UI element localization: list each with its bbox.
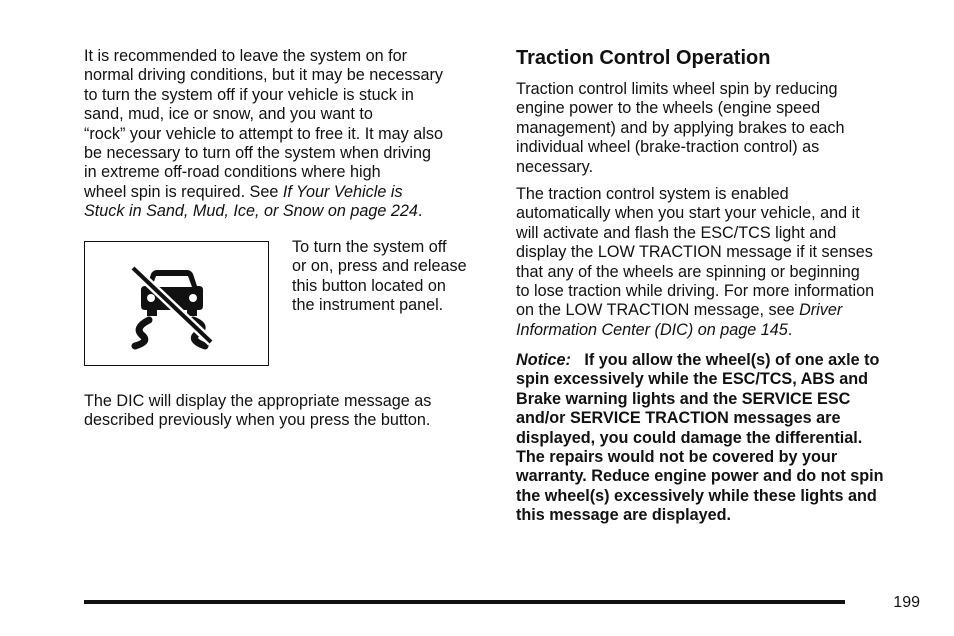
text-line: and/or SERVICE TRACTION messages are bbox=[516, 409, 841, 428]
text-line: sand, mud, ice or snow, and you want to bbox=[84, 105, 373, 124]
text-fragment: If you allow the wheel(s) of one axle to bbox=[584, 351, 880, 369]
traction-button-illustration bbox=[84, 241, 269, 366]
text-line: necessary. bbox=[516, 157, 594, 176]
text-fragment: . bbox=[787, 320, 793, 339]
text-line: engine power to the wheels (engine speed bbox=[516, 99, 821, 118]
text-line: warranty. Reduce engine power and do not spin bbox=[516, 467, 884, 486]
text-line: To turn the system off bbox=[292, 238, 447, 256]
text-line: automatically when you start your vehicle, and it bbox=[516, 204, 860, 223]
traction-paragraph-2 bbox=[516, 185, 921, 340]
text-line bbox=[516, 301, 921, 320]
text-line: displayed, you could damage the differential. bbox=[516, 428, 863, 447]
text-line: to turn the system off if your vehicle is stuck in bbox=[84, 85, 414, 104]
text-line: will activate and flash the ESC/TCS light and bbox=[516, 223, 837, 242]
traction-paragraph-1 bbox=[516, 80, 921, 177]
text-fragment: wheel spin is required. See bbox=[84, 182, 283, 201]
intro-paragraph bbox=[84, 47, 494, 222]
text-line: or on, press and release bbox=[292, 257, 467, 276]
text-line bbox=[516, 321, 921, 340]
text-line bbox=[516, 351, 921, 370]
text-line: described previously when you press the button. bbox=[84, 411, 431, 430]
text-line: this button located on bbox=[292, 276, 446, 295]
cross-reference-link[interactable]: If Your Vehicle is bbox=[282, 182, 403, 201]
cross-reference-link[interactable]: Driver bbox=[799, 301, 843, 320]
text-fragment: on the LOW TRACTION message, see bbox=[516, 301, 800, 320]
text-line: this message are displayed. bbox=[516, 506, 732, 525]
text-line: display the LOW TRACTION message if it senses bbox=[516, 243, 873, 262]
text-line: the wheel(s) excessively while these lights and bbox=[516, 486, 877, 505]
notice-label: Notice: bbox=[516, 351, 571, 369]
section-heading: Traction Control Operation bbox=[516, 47, 771, 69]
text-line: The DIC will display the appropriate message as bbox=[84, 392, 432, 410]
notice-paragraph bbox=[516, 351, 921, 526]
cross-reference-link[interactable]: Stuck in Sand, Mud, Ice, or Snow on page 224 bbox=[84, 202, 418, 221]
text-line: individual wheel (brake-traction control) as bbox=[516, 138, 820, 157]
text-line: The repairs would not be covered by your bbox=[516, 448, 838, 467]
text-fragment: . bbox=[417, 202, 423, 221]
text-line: Traction control limits wheel spin by reducing bbox=[516, 80, 838, 98]
dic-paragraph bbox=[84, 392, 494, 431]
text-line: normal driving conditions, but it may be necessary bbox=[84, 66, 443, 85]
text-line: in extreme off-road conditions where high bbox=[84, 163, 381, 182]
text-line: to lose traction while driving. For more information bbox=[516, 282, 875, 301]
button-instructions bbox=[292, 238, 492, 316]
text-line: management) and by applying brakes to each bbox=[516, 118, 845, 137]
text-line: the instrument panel. bbox=[292, 296, 444, 315]
traction-control-off-icon bbox=[127, 262, 227, 352]
text-line: that any of the wheels are spinning or beginning bbox=[516, 262, 860, 281]
text-line: be necessary to turn off the system when driving bbox=[84, 144, 432, 163]
text-line: The traction control system is enabled bbox=[516, 185, 789, 203]
cross-reference-link[interactable]: Information Center (DIC) on page 145 bbox=[516, 320, 788, 339]
text-line bbox=[84, 183, 494, 202]
text-line: It is recommended to leave the system on for bbox=[84, 47, 407, 65]
text-line: spin excessively while the ESC/TCS, ABS and bbox=[516, 370, 869, 389]
text-line: “rock” your vehicle to attempt to free it. It may also bbox=[84, 124, 443, 143]
footer-rule bbox=[84, 600, 845, 604]
text-line: Brake warning lights and the SERVICE ESC bbox=[516, 389, 851, 408]
page-number: 199 bbox=[893, 594, 920, 611]
text-line bbox=[84, 202, 494, 221]
